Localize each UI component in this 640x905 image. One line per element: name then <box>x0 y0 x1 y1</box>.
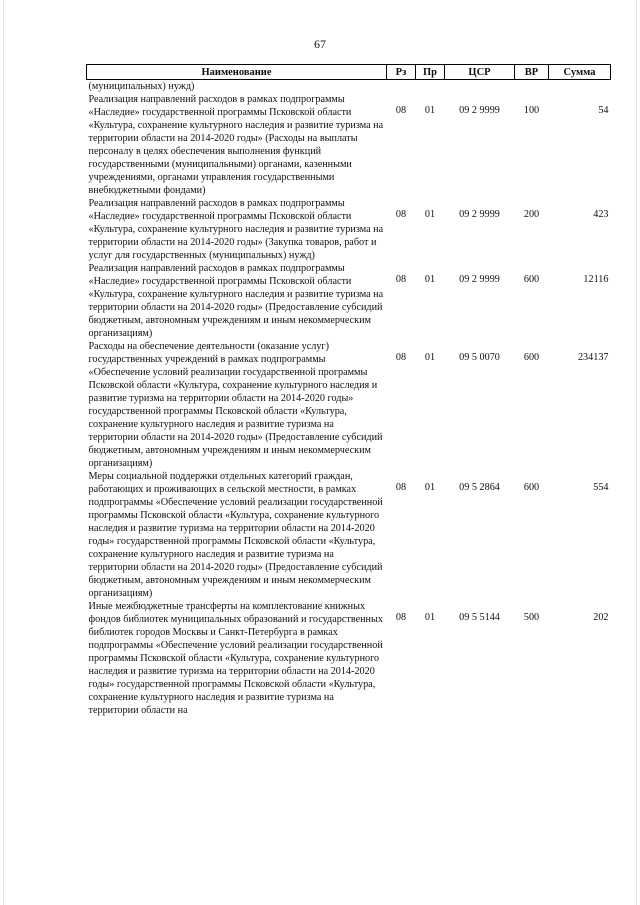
table-row <box>87 93 611 197</box>
header-pr: Пр <box>416 65 445 80</box>
row-name: Расходы на обеспечение деятельности (оказание услуг) государственных учреждений в рамках подпрограммы «Обеспечение условий реализации государственной программы Псковской области «Культура, сохранение культурного наследия и развитие туризма на территории области на 2014-2020 годы» государственной программы Псковской области «Культура, сохранение культурного наследия и развитие туризма на территории области на 2014-2020 годы» (Предоставление субсидий бюджетным, автономным учреждениям и иным некоммерческим организациям) <box>88 341 383 469</box>
header-csr: ЦСР <box>445 65 515 80</box>
row-sum: 12116 <box>583 274 609 285</box>
row-vr: 600 <box>523 352 540 363</box>
row-name: Меры социальной поддержки отдельных категорий граждан, работающих и проживающих в сельской местности, в рамках подпрограммы «Обеспечение условий реализации государственной программы Псковской области «Культура, сохранение культурного наследия и развитие туризма на территории области на 2014-2020 годы» государственной программы Псковской области «Культура, сохранение культурного наследия и развитие туризма на территории области на 2014-2020 годы» (Предоставление субсидий бюджетным, автономным учреждениям и иным некоммерческим организациям) <box>88 471 383 599</box>
row-csr: 09 2 9999 <box>459 209 500 220</box>
row-sum: 234137 <box>577 352 609 363</box>
row-vr: 600 <box>523 482 540 493</box>
row-pr: 01 <box>424 482 436 493</box>
table-header-row <box>87 65 611 80</box>
row-csr: 09 2 9999 <box>459 105 500 116</box>
row-pr: 01 <box>424 209 436 220</box>
row-vr: 600 <box>523 274 540 285</box>
row-pr: 01 <box>424 274 436 285</box>
header-name: Наименование <box>87 65 387 80</box>
row-name: Иные межбюджетные трансферты на комплектование книжных фондов библиотек муниципальных образований и государственных библиотек городов Москвы и Санкт-Петербурга в рамках подпрограммы «Обеспечение условий реализации государственной программы Псковской области «Культура, сохранение культурного наследия и развитие туризма на территории области на 2014-2020 годы» государственной программы Псковской области «Культура, сохранение культурного наследия и развитие туризма на территории области на <box>88 601 383 716</box>
table-row <box>87 262 611 340</box>
row-csr: 09 5 5144 <box>459 612 500 623</box>
row-csr: 09 5 0070 <box>459 352 500 363</box>
row-name: Реализация направлений расходов в рамках подпрограммы «Наследие» государственной программы Псковской области «Культура, сохранение культурного наследия и развитие туризма на территории области на 2014-2020 годы» (Закупка товаров, работ и услуг для государственных (муниципальных) нужд) <box>88 198 384 261</box>
row-name: Реализация направлений расходов в рамках подпрограммы «Наследие» государственной программы Псковской области «Культура, сохранение культурного наследия и развитие туризма на территории области на 2014-2020 годы» (Предоставление субсидий бюджетным, автономным учреждениям и иным некоммерческим организациям) <box>88 263 384 339</box>
row-pr: 01 <box>424 352 436 363</box>
page-number: 67 <box>314 37 326 51</box>
row-rz: 08 <box>395 352 407 363</box>
row-csr: 09 2 9999 <box>459 274 500 285</box>
header-vr: ВР <box>515 65 549 80</box>
row-pr: 01 <box>424 105 436 116</box>
row-sum: 423 <box>593 209 609 220</box>
row-sum: 202 <box>593 612 609 623</box>
row-pr: 01 <box>424 612 436 623</box>
budget-table <box>86 64 611 717</box>
continuation-text: (муниципальных) нужд) <box>88 81 195 92</box>
row-csr: 09 5 2864 <box>459 482 500 493</box>
table-row <box>87 340 611 470</box>
row-sum: 54 <box>598 105 609 116</box>
row-rz: 08 <box>395 482 407 493</box>
table-row-continuation <box>87 80 611 94</box>
table-row <box>87 600 611 717</box>
header-rz: Рз <box>387 65 416 80</box>
table-row <box>87 470 611 600</box>
row-sum: 554 <box>593 482 609 493</box>
header-sum: Сумма <box>549 65 611 80</box>
scan-edge-right <box>636 0 637 905</box>
row-vr: 100 <box>523 105 540 116</box>
scan-edge-left <box>3 0 4 905</box>
row-rz: 08 <box>395 209 407 220</box>
row-vr: 500 <box>523 612 540 623</box>
row-rz: 08 <box>395 105 407 116</box>
row-vr: 200 <box>523 209 540 220</box>
row-rz: 08 <box>395 612 407 623</box>
row-name: Реализация направлений расходов в рамках подпрограммы «Наследие» государственной программы Псковской области «Культура, сохранение культурного наследия и развитие туризма на территории области на 2014-2020 годы» (Расходы на выплаты персоналу в целях обеспечения выполнения функций государственными (муниципальными) органами, казенными учреждениями, органами управления государственными внебюджетными фондами) <box>88 94 384 196</box>
row-rz: 08 <box>395 274 407 285</box>
table-row <box>87 197 611 262</box>
